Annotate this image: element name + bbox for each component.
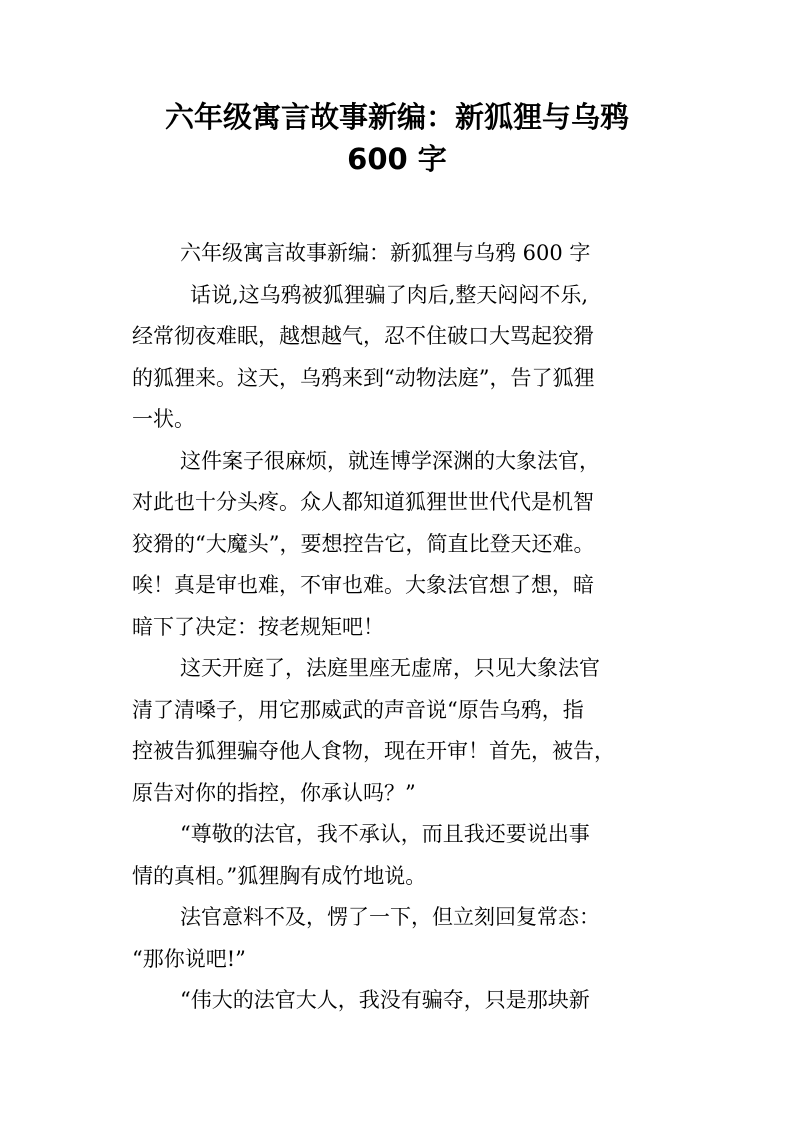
paragraph-line: 原告对你的指控，你承认吗？” xyxy=(132,780,416,805)
paragraph-line: 这件案子很麻烦，就连博学深渊的大象法官， xyxy=(180,448,600,473)
paragraph-line: 一状。 xyxy=(132,407,195,431)
paragraph-line: “尊敬的法官，我不承认，而且我还要说出事 xyxy=(180,822,590,846)
paragraph-line: 清了清嗓子，用它那威武的声音说“原告乌鸦，指 xyxy=(132,697,584,722)
title-line-1: 六年级寓言故事新编：新狐狸与乌鸦 xyxy=(164,100,629,134)
title-line-2: 600 字 xyxy=(347,142,447,176)
paragraph-line: 话说,这乌鸦被狐狸骗了肉后,整天闷闷不乐, xyxy=(190,282,589,307)
document-body xyxy=(132,233,667,1022)
paragraph-line: “那你说吧!” xyxy=(132,946,246,971)
paragraph-line: “伟大的法官大人，我没有骗夺，只是那块新 xyxy=(180,988,590,1012)
paragraph-line: 唉！真是审也难，不审也难。大象法官想了想，暗 xyxy=(132,573,594,597)
paragraph-line: 对此也十分头疼。众人都知道狐狸世世代代是机智 xyxy=(132,490,594,514)
paragraph-line: 法官意料不及，愣了一下，但立刻回复常态： xyxy=(180,905,600,929)
paragraph-line: 暗下了决定：按老规矩吧！ xyxy=(132,614,384,639)
paragraph-line: 控被告狐狸骗夺他人食物，现在开审！首先，被告， xyxy=(132,739,615,763)
paragraph-line: 这天开庭了，法庭里座无虚席，只见大象法官 xyxy=(180,656,600,680)
paragraph-line: 情的真相。”狐狸胸有成竹地说。 xyxy=(132,863,427,888)
document-title xyxy=(120,96,674,180)
paragraph-line: 经常彻夜难眠，越想越气，忍不住破口大骂起狡猾 xyxy=(132,324,594,348)
paragraph-line: 的狐狸来。这天，乌鸦来到“动物法庭”，告了狐狸 xyxy=(132,365,595,390)
subtitle-line: 六年级寓言故事新编：新狐狸与乌鸦 600 字 xyxy=(180,241,591,265)
paragraph-line: 狡猾的“大魔头”，要想控告它，简直比登天还难。 xyxy=(132,531,595,556)
